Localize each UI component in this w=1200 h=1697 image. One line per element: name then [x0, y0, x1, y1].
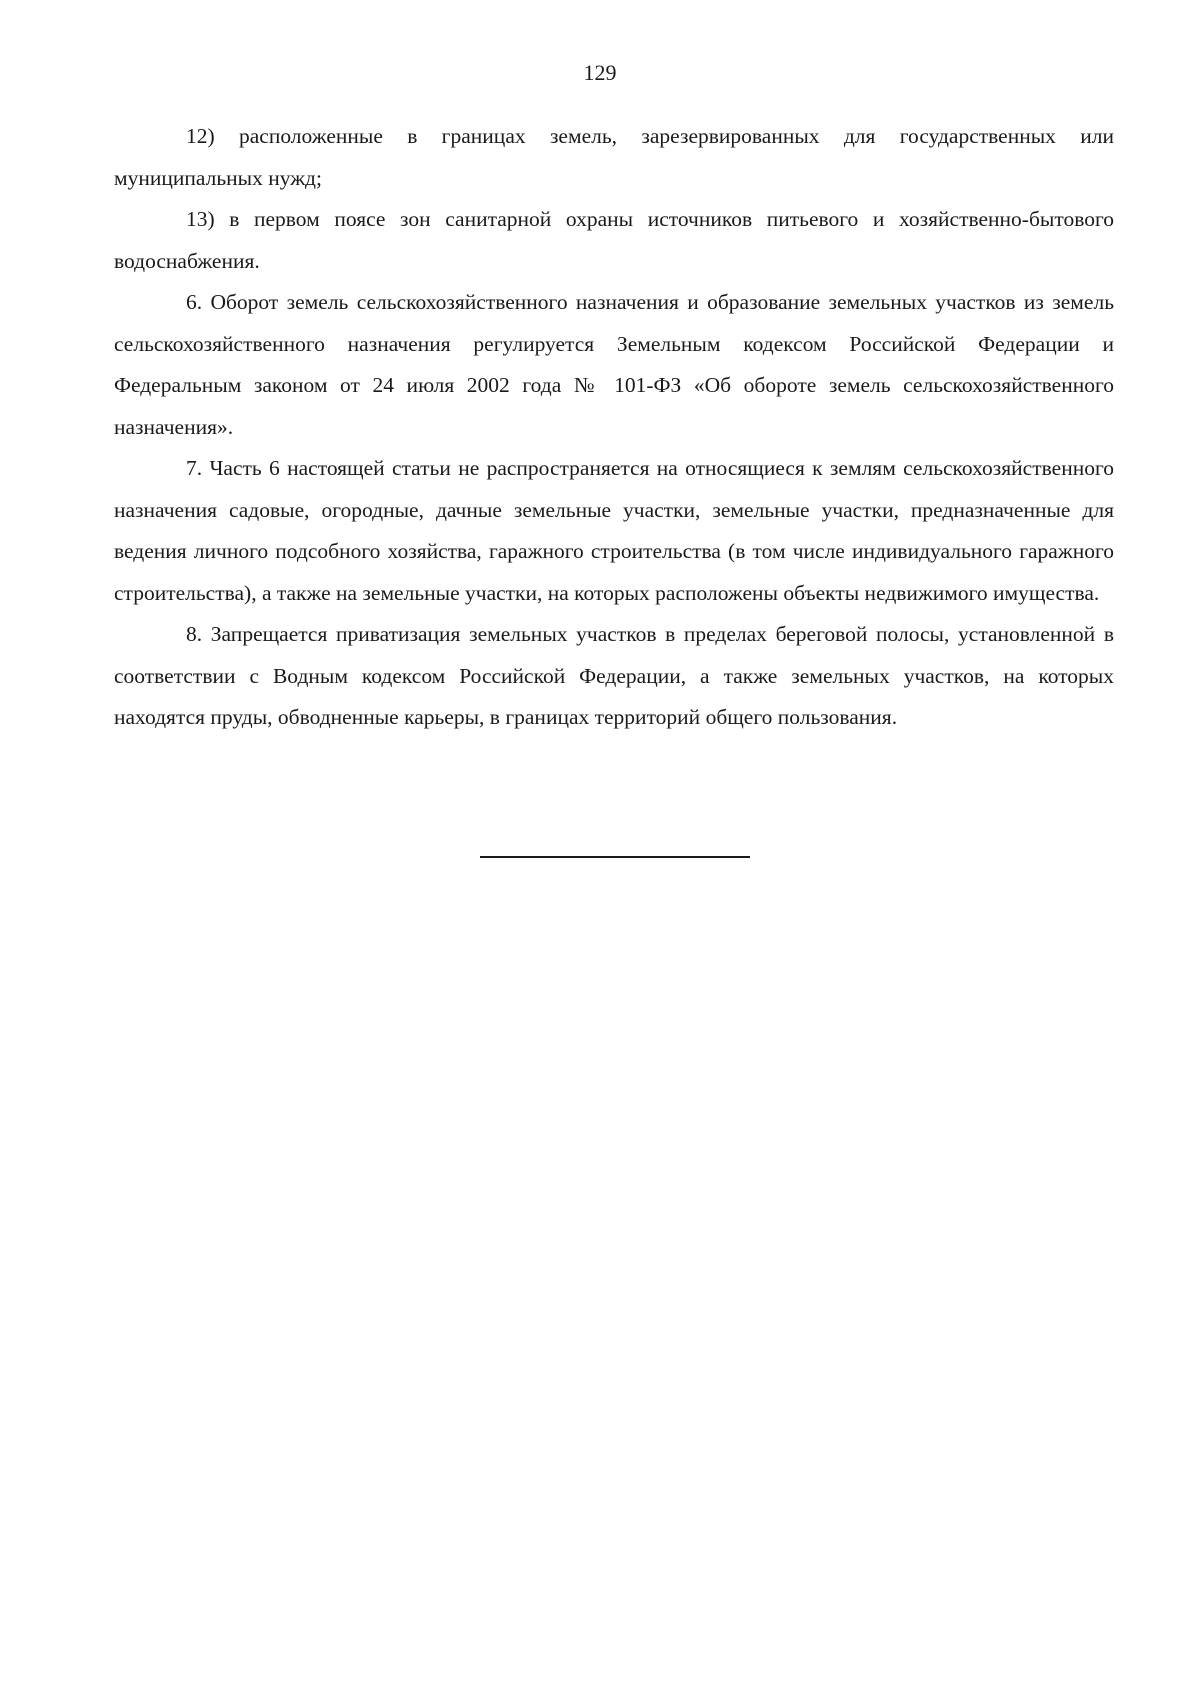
- page-number: 129: [583, 60, 617, 85]
- document-body: [114, 116, 1114, 739]
- paragraph-part-7: 7. Часть 6 настоящей статьи не распространяется на относящиеся к землям сельскохозяйственного назначения садовые, огородные, дачные земельные участки, земельные участки, предназначенные для ведения личного подсобного хозяйства, гаражного строительства (в том числе индивидуального гаражного строительства), а также на земельные участки, на которых расположены объекты недвижимого имущества.: [114, 456, 1114, 605]
- paragraph-part-6: 6. Оборот земель сельскохозяйственного назначения и образование земельных участков из земель сельскохозяйственного назначения регулируется Земельным кодексом Российской Федерации и Федеральным законом от 24 июля 2002 года № 101-ФЗ «Об обороте земель сельскохозяйственного назначения».: [114, 290, 1114, 439]
- paragraph-part-8: 8. Запрещается приватизация земельных участков в пределах береговой полосы, установленной в соответствии с Водным кодексом Российской Федерации, а также земельных участков, на которых находятся пруды, обводненные карьеры, в границах территорий общего пользования.: [114, 622, 1114, 729]
- paragraph-item-12: 12) расположенные в границах земель, зарезервированных для государственных или муниципальных нужд;: [114, 124, 1114, 190]
- end-of-text-rule: [480, 856, 750, 858]
- paragraph-item-13: 13) в первом поясе зон санитарной охраны источников питьевого и хозяйственно-бытового водоснабжения.: [114, 207, 1114, 273]
